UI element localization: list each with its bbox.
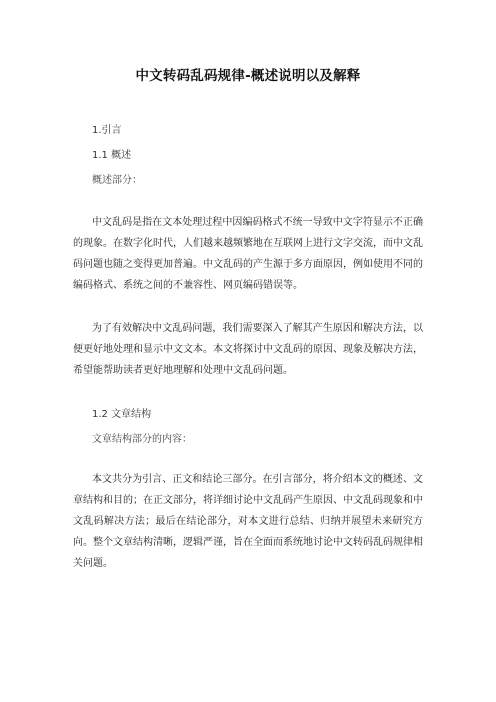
section-heading-structure: 1.2 文章结构 (92, 409, 152, 420)
overview-label: 概述部分： (92, 175, 142, 186)
document-title: 中文转码乱码规律-概述说明以及解释 (135, 68, 361, 84)
structure-label: 文章结构部分的内容： (92, 434, 192, 445)
paragraph-overview: 中文乱码是指在文本处理过程中因编码格式不统一导致中文字符显示不正确的现象。在数字化时代，人们越来越频繁地在互联网上进行文字交流，而中文乱码问题也随之变得更加普遍。中文乱码的产生源于多方面原因，例如使用不同的编码格式、系统之间的不兼容性、网页编码错误等。 (73, 217, 423, 291)
paragraph-structure: 本文共分为引言、正文和结论三部分。在引言部分，将介绍本文的概述、文章结构和目的；在正文部分，将详细讨论中文乱码产生原因、中文乱码现象和中文乱码解决方法；最后在结论部分，对本文进行总结、归纳并展望未来研究方向。整个文章结构清晰，逻辑严谨，旨在全面而系统地讨论中文转码乱码规律相关问题。 (73, 474, 423, 569)
paragraph-solution: 为了有效解决中文乱码问题，我们需要深入了解其产生原因和解决方法，以便更好地处理和显示中文文本。本文将探讨中文乱码的原因、现象及解决方法，希望能帮助读者更好地理解和处理中文乱码问题。 (73, 323, 423, 376)
section-heading-overview: 1.1 概述 (92, 150, 132, 161)
section-heading-intro: 1.引言 (92, 125, 122, 136)
